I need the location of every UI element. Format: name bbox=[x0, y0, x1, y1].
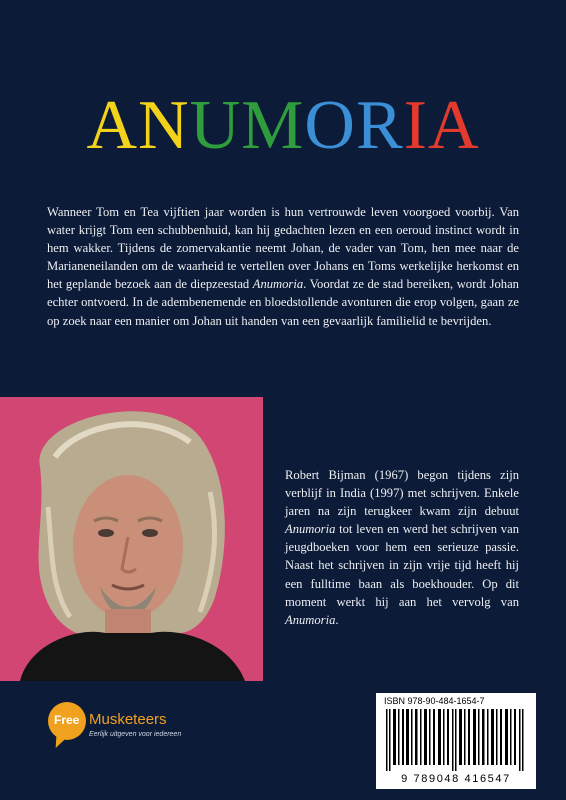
title-letter: U bbox=[189, 87, 242, 164]
barcode-icon bbox=[384, 709, 528, 771]
author-portrait-image bbox=[0, 397, 263, 681]
author-bio bbox=[285, 466, 519, 629]
title-letter: M bbox=[241, 87, 305, 164]
author-photo bbox=[0, 397, 263, 681]
isbn-barcode bbox=[376, 693, 536, 789]
title-letter: R bbox=[355, 87, 404, 164]
logo-free-text: Free bbox=[54, 713, 80, 727]
bio-part: tot leven en werd het schrijven van jeugdboeken voor hem een serieuze passie. Naast het schrijven in zijn vrije tijd heeft hij een fulltime baan als boekhouder. Op dit moment werkt hij aan het vervolg van bbox=[285, 522, 519, 609]
bio-book-title: Anumoria bbox=[285, 522, 336, 537]
book-title bbox=[0, 86, 566, 166]
isbn-label: ISBN 978-90-484-1654-7 bbox=[384, 696, 485, 706]
synopsis-part: Wanneer Tom en Tea vijftien jaar worden is hun vertrouwde leven voorgoed voorbij. Van water krijgt Tom een schubbenhuid, kan hij gedachten lezen en een oeroud instinct wordt in hem wakker. Tijdens de zomervakantie neemt Johan, de vader van Tom, hen mee naar de Marianeneilanden om de waarheid te vertellen over Johans en Toms werkelijke herkomst en het geplande bezoek aan de diepzeestad bbox=[47, 205, 519, 292]
synopsis-part: . Voordat ze de stad bereiken, wordt Johan echter ontvoerd. In de adembenemende en bloedstollende avonturen die erop volgen, gaan ze op zoek naar een manier om Johan uit handen van een gevaarlijk familielid te bevrijden. bbox=[47, 277, 519, 328]
bio-part: . bbox=[335, 612, 339, 627]
synopsis-text bbox=[47, 203, 519, 330]
title-letter: A bbox=[427, 87, 480, 164]
bio-part: Robert Bijman (1967) begon tijdens zijn verblijf in India (1997) met schrijven. Enkele jaren na zijn terugkeer kwam zijn debuut bbox=[285, 468, 519, 519]
publisher-logo bbox=[48, 697, 248, 757]
title-letter: A bbox=[86, 87, 139, 164]
bio-book-title: Anumoria bbox=[285, 612, 336, 627]
title-letter: I bbox=[403, 87, 428, 164]
logo-tagline: Eerlijk uitgeven voor iedereen bbox=[89, 731, 182, 738]
title-letter: O bbox=[304, 87, 356, 164]
logo-musketeers-text: Musketeers bbox=[89, 711, 167, 728]
synopsis-book-title: Anumoria bbox=[252, 277, 304, 292]
title-letter: N bbox=[138, 87, 190, 164]
barcode-digits: 9 789048 416547 bbox=[401, 773, 511, 785]
